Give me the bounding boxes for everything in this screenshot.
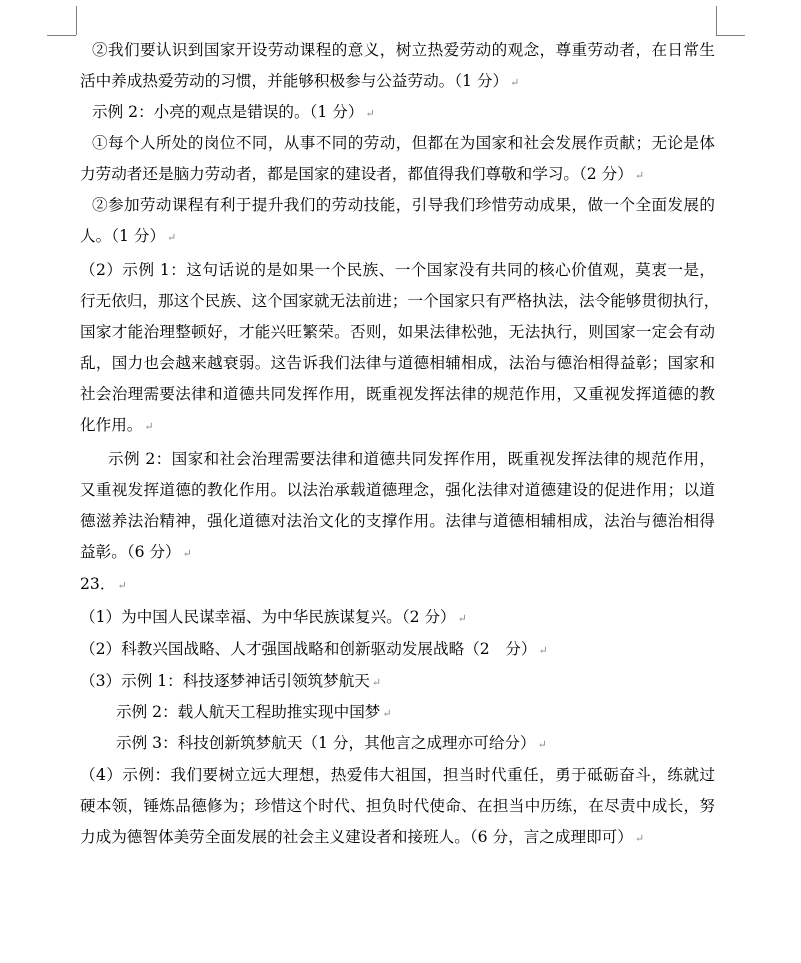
paragraph-mark: ↵ bbox=[371, 676, 382, 689]
text-line: 力劳动者还是脑力劳动者，都是国家的建设者，都值得我们尊敬和学习。（2 分） ↵ bbox=[80, 165, 645, 183]
text-line: 德滋养法治精神，强化道德对法治文化的支撑作用。法律与道德相辅相成，法治与德治相得 bbox=[80, 512, 715, 530]
text-line: 行无依归，那这个民族、这个国家就无法前进；一个国家只有严格执法，法令能够贯彻执行， bbox=[80, 292, 720, 310]
paragraph-mark: ↵ bbox=[182, 547, 192, 560]
paragraph-mark: ↵ bbox=[117, 579, 127, 592]
margin-corner-mark-top-left bbox=[76, 6, 77, 35]
question-number: 23． ↵ bbox=[80, 575, 127, 593]
text-line: 硬本领，锤炼品德修为；珍惜这个时代、担负时代使命、在担当中历练，在尽责中成长，努 bbox=[80, 797, 715, 815]
text-line: ①每个人所处的岗位不同，从事不同的劳动，但都在为国家和社会发展作贡献；无论是体 bbox=[92, 134, 715, 152]
text-line: 国家才能治理整顿好，才能兴旺繁荣。否则，如果法律松弛，无法执行，则国家一定会有动 bbox=[80, 323, 715, 341]
text-line: 活中养成热爱劳动的习惯，并能够积极参与公益劳动。（1 分） ↵ bbox=[80, 72, 520, 90]
text-line: 又重视发挥道德的教化作用。以法治承载道德理念，强化法律对道德建设的促进作用；以道 bbox=[80, 481, 715, 499]
paragraph-mark: ↵ bbox=[634, 169, 645, 182]
text-line: （3）示例 1：科技逐梦神话引领筑梦航天 ↵ bbox=[80, 672, 382, 690]
text-line: 示例 2：国家和社会治理需要法律和道德共同发挥作用，既重视发挥法律的规范作用， bbox=[108, 450, 715, 468]
paragraph-mark: ↵ bbox=[634, 832, 645, 845]
margin-corner-mark-top-left bbox=[47, 35, 76, 36]
text-line: 力成为德智体美劳全面发展的社会主义建设者和接班人。（6 分，言之成理即可） ↵ bbox=[80, 828, 645, 846]
margin-corner-mark-top-right bbox=[716, 35, 745, 36]
paragraph-mark: ↵ bbox=[365, 107, 375, 120]
text-line: ②参加劳动课程有利于提升我们的劳动技能，引导我们珍惜劳动成果，做一个全面发展的 bbox=[92, 196, 715, 214]
text-line: （1）为中国人民谋幸福、为中华民族谋复兴。（2 分） ↵ bbox=[80, 608, 467, 626]
text-line: （2）科教兴国战略、人才强国战略和创新驱动发展战略（2 分） ↵ bbox=[80, 640, 548, 658]
paragraph-mark: ↵ bbox=[510, 76, 520, 89]
paragraph-mark: ↵ bbox=[457, 612, 467, 625]
text-line: 示例 2：载人航天工程助推实现中国梦 ↵ bbox=[116, 703, 392, 721]
text-line: （4）示例：我们要树立远大理想，热爱伟大祖国，担当时代重任，勇于砥砺奋斗，练就过 bbox=[80, 766, 715, 784]
text-line: （2）示例 1：这句话说的是如果一个民族、一个国家没有共同的核心价值观，莫衷一是， bbox=[80, 261, 715, 279]
text-line: 示例 2：小亮的观点是错误的。（1 分） ↵ bbox=[92, 103, 375, 121]
paragraph-mark: ↵ bbox=[537, 738, 547, 751]
paragraph-mark: ↵ bbox=[167, 231, 177, 244]
text-line: 乱，国力也会越来越衰弱。这告诉我们法律与道德相辅相成，法治与德治相得益彰；国家和 bbox=[80, 354, 715, 372]
text-line: 益彰。（6 分） ↵ bbox=[80, 543, 192, 561]
text-line: 示例 3：科技创新筑梦航天（1 分，其他言之成理亦可给分） ↵ bbox=[116, 734, 547, 752]
text-line: 人。（1 分） ↵ bbox=[80, 227, 177, 245]
text-line: 社会治理需要法律和道德共同发挥作用，既重视发挥法律的规范作用，又重视发挥道德的教 bbox=[80, 385, 715, 403]
paragraph-mark: ↵ bbox=[382, 707, 392, 720]
text-line: 化作用。 ↵ bbox=[80, 416, 154, 434]
paragraph-mark: ↵ bbox=[538, 644, 548, 657]
text-line: ②我们要认识到国家开设劳动课程的意义，树立热爱劳动的观念，尊重劳动者，在日常生 bbox=[92, 41, 715, 59]
paragraph-mark: ↵ bbox=[144, 420, 154, 433]
margin-corner-mark-top-right bbox=[716, 6, 717, 35]
